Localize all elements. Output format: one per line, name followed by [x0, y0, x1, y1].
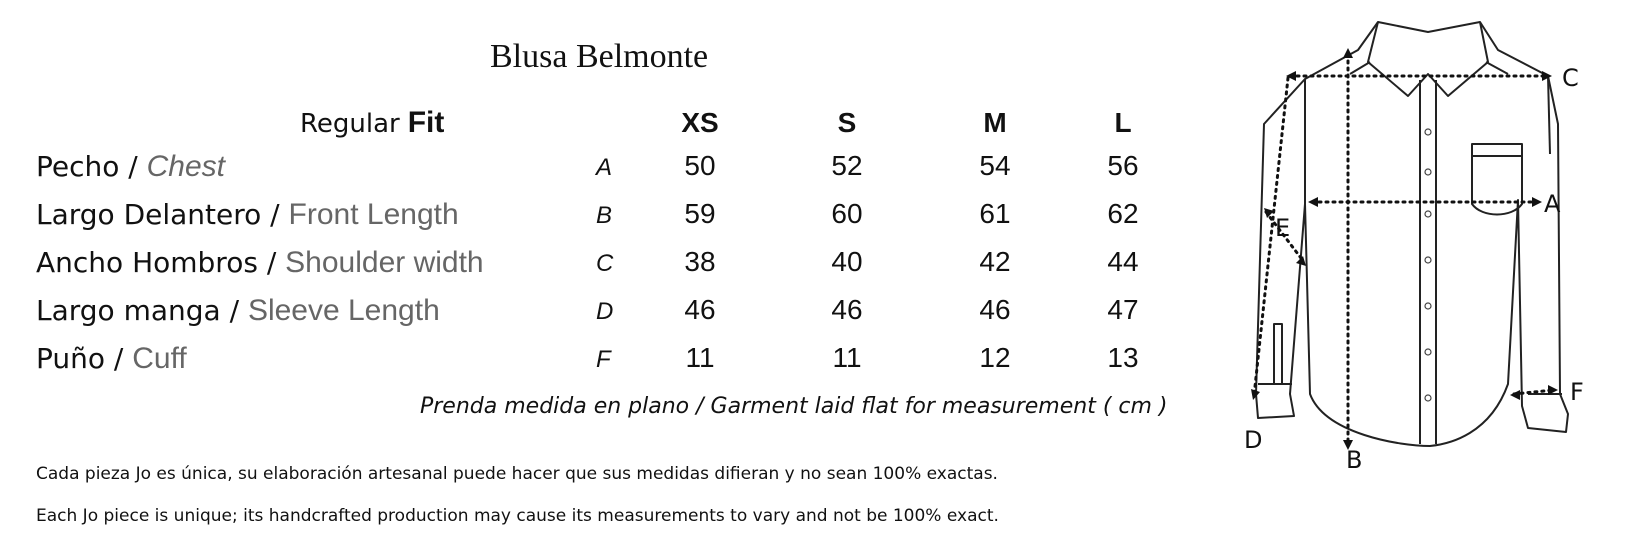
value-m: 61 [979, 198, 1011, 229]
row-label-en: Chest [146, 150, 225, 183]
fit-label [300, 106, 444, 140]
value-m: 42 [979, 246, 1011, 277]
value-xs: 50 [684, 150, 716, 181]
measurement-lines [1254, 54, 1554, 444]
value-m: 46 [979, 294, 1011, 325]
row-label-en: Front Length [288, 198, 459, 231]
value-m: 12 [979, 342, 1011, 373]
diagram-label-b: B [1346, 446, 1363, 474]
value-s: 60 [831, 198, 863, 229]
value-s: 52 [831, 150, 863, 181]
row-label-es: Pecho / [36, 150, 147, 183]
row-label-es: Puño / [36, 342, 133, 375]
shirt-diagram [1244, 14, 1610, 474]
shirt-outline [1256, 22, 1568, 446]
row-label-en: Cuff [132, 342, 187, 375]
value-s: 40 [831, 246, 863, 277]
row-code: A [596, 154, 613, 181]
value-xs: 46 [684, 294, 716, 325]
row-label [36, 150, 225, 184]
row-label-en: Shoulder width [285, 246, 484, 279]
measure-row-front-length [0, 198, 1200, 242]
row-label [36, 198, 459, 232]
value-s: 46 [831, 294, 863, 325]
arrow-heads [1251, 48, 1558, 450]
size-header-s: S [837, 107, 857, 138]
diagram-label-f: F [1570, 378, 1584, 406]
row-label-es: Largo Delantero / [36, 198, 289, 231]
row-code: F [596, 346, 611, 373]
row-code: B [596, 202, 613, 229]
diagram-label-e: E [1275, 214, 1291, 242]
row-label-es: Largo manga / [36, 294, 248, 327]
value-xs: 59 [684, 198, 716, 229]
row-label [36, 342, 187, 376]
disclaimer-es: Cada pieza Jo es única, su elaboración artesanal puede hacer que sus medidas difieran y no sean 100% exactas. [36, 464, 998, 484]
diagram-label-c: C [1562, 64, 1579, 92]
size-header-m: M [983, 107, 1007, 138]
value-l: 13 [1107, 342, 1139, 373]
value-m: 54 [979, 150, 1011, 181]
value-l: 47 [1107, 294, 1139, 325]
row-label [36, 294, 440, 328]
diagram-label-a: A [1544, 190, 1561, 218]
value-xs: 11 [685, 342, 715, 373]
disclaimer-en: Each Jo piece is unique; its handcrafted production may cause its measurements to vary and not be 100% exact. [36, 506, 999, 526]
row-code: C [596, 250, 614, 277]
value-l: 44 [1107, 246, 1139, 277]
value-s: 11 [832, 342, 862, 373]
measure-row-chest [0, 150, 1200, 194]
row-label-es: Ancho Hombros / [36, 246, 286, 279]
row-label [36, 246, 484, 280]
diagram-label-d: D [1244, 426, 1263, 454]
value-xs: 38 [684, 246, 716, 277]
fit-regular: Regular [300, 109, 400, 139]
measure-row-sleeve-length [0, 294, 1200, 338]
value-l: 56 [1107, 150, 1139, 181]
row-code: D [596, 298, 614, 325]
shirt-buttons [1425, 129, 1431, 401]
measure-row-cuff [0, 342, 1200, 386]
size-header-xs: XS [681, 107, 719, 138]
measurement-note: Prenda medida en plano / Garment laid flat for measurement ( cm ) [420, 394, 1168, 419]
row-label-en: Sleeve Length [247, 294, 440, 327]
product-title: Blusa Belmonte [490, 38, 709, 75]
value-l: 62 [1107, 198, 1139, 229]
size-header-l: L [1114, 107, 1132, 138]
fit-bold: Fit [407, 106, 445, 139]
measure-row-shoulder-width [0, 246, 1200, 290]
